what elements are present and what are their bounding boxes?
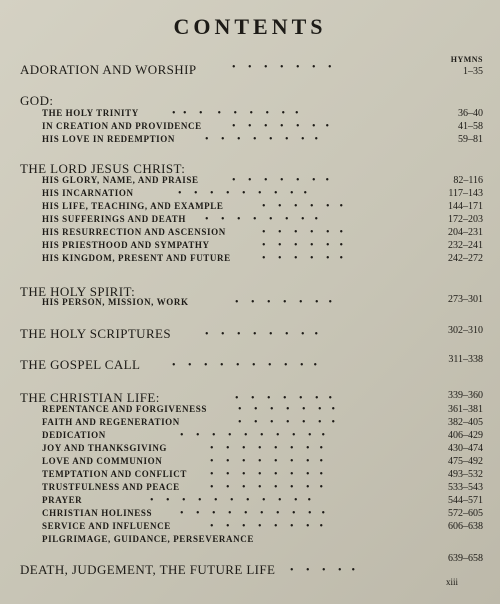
- dot-leader: • • • • • •: [262, 201, 344, 212]
- toc-subentry: [0, 294, 500, 315]
- entry-label: HIS GLORY, NAME, AND PRAISE: [42, 175, 199, 185]
- dot-leader: • • • • • • •: [232, 175, 330, 186]
- entry-label: HIS RESURRECTION AND ASCENSION: [42, 227, 226, 237]
- entry-range: 406–429: [448, 430, 483, 441]
- toc-subentry: [0, 534, 500, 552]
- entry-range: 273–301: [448, 294, 483, 305]
- toc-subentry: [0, 253, 500, 271]
- entry-label: HIS INCARNATION: [42, 188, 134, 198]
- entry-range: 430–474: [448, 443, 483, 454]
- dot-leader: • • • • • • • •: [210, 443, 324, 454]
- entry-label: THE HOLY TRINITY: [42, 108, 139, 118]
- dot-leader: • • • • • • • •: [205, 329, 319, 340]
- entry-label: LOVE AND COMMUNION: [42, 456, 163, 466]
- page-title: CONTENTS: [173, 14, 327, 39]
- dot-leader: • • • • • •: [262, 240, 344, 251]
- entry-range: 639–658: [448, 553, 483, 564]
- entry-label: FAITH AND REGENERATION: [42, 417, 180, 427]
- dot-leader: • • • • • • • • •: [172, 108, 299, 119]
- dot-leader: • • • • • • • •: [210, 521, 324, 532]
- dot-leader: • • • • • •: [262, 253, 344, 264]
- entry-label: HIS LOVE IN REDEMPTION: [42, 134, 175, 144]
- entry-range: 117–143: [448, 188, 483, 199]
- entry-range: 204–231: [448, 227, 483, 238]
- entry-range: 382–405: [448, 417, 483, 428]
- dot-leader: • • • • • • • • • •: [172, 360, 318, 371]
- entry-label: DEATH, JUDGEMENT, THE FUTURE LIFE: [20, 562, 276, 577]
- entry-range: 493–532: [448, 469, 483, 480]
- dot-leader: • • • • • • • • • •: [180, 508, 326, 519]
- toc-entry-scriptures: [0, 326, 500, 344]
- hymns-column-header: HYMNS: [450, 55, 483, 64]
- entry-range: 361–381: [448, 404, 483, 415]
- dot-leader: • • • • • • • •: [205, 214, 319, 225]
- entry-range: 36–40: [458, 108, 483, 119]
- entry-range: 475–492: [448, 456, 483, 467]
- entry-label: HIS PRIESTHOOD AND SYMPATHY: [42, 240, 210, 250]
- toc-subentry: [0, 134, 500, 152]
- entry-label: HIS KINGDOM, PRESENT AND FUTURE: [42, 253, 231, 263]
- dot-leader: • • • • • • •: [238, 404, 336, 415]
- dot-leader: • • • • • • •: [238, 417, 336, 428]
- entry-range: 232–241: [448, 240, 483, 251]
- entry-label: CHRISTIAN HOLINESS: [42, 508, 153, 518]
- dot-leader: • • • • • • • • • •: [180, 430, 326, 441]
- entry-label: DEDICATION: [42, 430, 106, 440]
- dot-leader: • • • • • • •: [232, 62, 332, 73]
- entry-range: 172–203: [448, 214, 483, 225]
- dot-leader: • • • • • • • •: [210, 482, 324, 493]
- toc-entry-gospel: [0, 354, 500, 375]
- entry-label: HIS LIFE, TEACHING, AND EXAMPLE: [42, 201, 224, 211]
- entry-label: TEMPTATION AND CONFLICT: [42, 469, 187, 479]
- entry-label: HIS SUFFERINGS AND DEATH: [42, 214, 187, 224]
- entry-range: 59–81: [458, 134, 483, 145]
- entry-label: PILGRIMAGE, GUIDANCE, PERSEVERANCE: [42, 534, 254, 544]
- page-number: xiii: [446, 577, 459, 587]
- entry-range: 339–360: [448, 390, 483, 401]
- dot-leader: • • • • •: [290, 565, 356, 576]
- toc-entry-adoration: [0, 62, 500, 80]
- dot-leader: • • • • • • • •: [210, 456, 324, 467]
- dot-leader: • • • • • • • • • • •: [150, 495, 312, 506]
- section-label: THE LORD JESUS CHRIST:: [20, 161, 186, 176]
- entry-range: 311–338: [448, 354, 483, 365]
- dot-leader: • • • • • • •: [232, 121, 330, 132]
- entry-label: THE HOLY SCRIPTURES: [20, 326, 171, 341]
- entry-label: PRAYER: [42, 495, 83, 505]
- entry-range: 1–35: [463, 66, 483, 77]
- entry-range: 302–310: [448, 325, 483, 336]
- entry-label: JOY AND THANKSGIVING: [42, 443, 168, 453]
- entry-range: 533–543: [448, 482, 483, 493]
- section-label: GOD:: [20, 93, 54, 108]
- entry-range: 572–605: [448, 508, 483, 519]
- entry-label: SERVICE AND INFLUENCE: [42, 521, 171, 531]
- dot-leader: • • • • • • • • •: [178, 188, 308, 199]
- dot-leader: • • • • • •: [262, 227, 344, 238]
- entry-label: REPENTANCE AND FORGIVENESS: [42, 404, 207, 414]
- dot-leader: • • • • • • •: [235, 393, 333, 404]
- entry-label: TRUSTFULNESS AND PEACE: [42, 482, 180, 492]
- entry-label: HIS PERSON, MISSION, WORK: [42, 297, 189, 307]
- entry-label: IN CREATION AND PROVIDENCE: [42, 121, 202, 131]
- dot-leader: • • • • • • • •: [205, 134, 319, 145]
- dot-leader: • • • • • • • •: [210, 469, 324, 480]
- entry-label: THE GOSPEL CALL: [20, 357, 141, 372]
- entry-range: 82–116: [453, 175, 483, 186]
- section-label: THE HOLY SPIRIT:: [20, 284, 136, 299]
- entry-range: 544–571: [448, 495, 483, 506]
- section-label: THE CHRISTIAN LIFE:: [20, 390, 160, 405]
- entry-range: 41–58: [458, 121, 483, 132]
- entry-label: ADORATION AND WORSHIP: [20, 62, 197, 77]
- dot-leader: • • • • • • •: [235, 297, 333, 308]
- toc-entry-death: [0, 553, 500, 580]
- entry-range: 144–171: [448, 201, 483, 212]
- entry-range: 242–272: [448, 253, 483, 264]
- entry-range: 606–638: [448, 521, 483, 532]
